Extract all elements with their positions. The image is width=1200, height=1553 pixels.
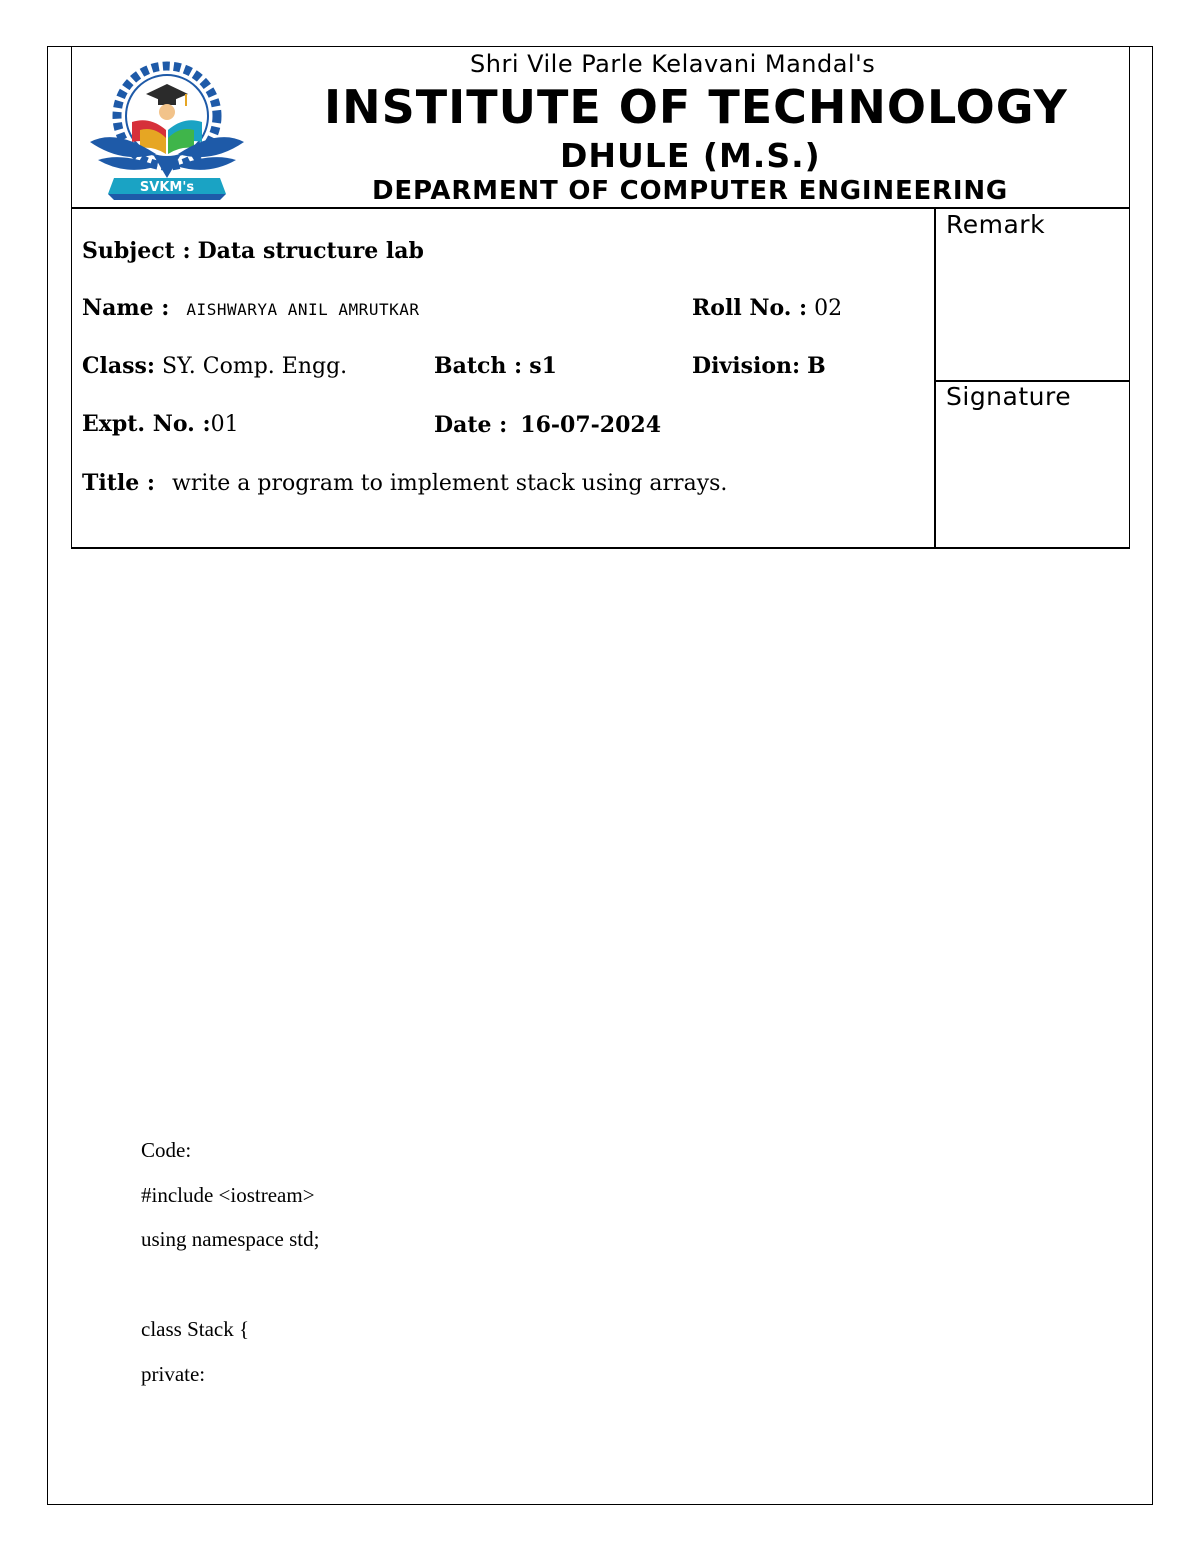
- expt-value: 01: [210, 412, 239, 437]
- signature-label: Signature: [946, 382, 1072, 411]
- name-label: Name :: [82, 295, 170, 321]
- form-bottom-divider: [71, 547, 1130, 549]
- date-field: [434, 412, 661, 438]
- code-heading: Code:: [141, 1138, 192, 1162]
- name-field: [82, 295, 419, 321]
- division-value: B: [807, 353, 826, 379]
- roll-label: Roll No. :: [692, 295, 808, 321]
- institute-logo: [86, 60, 248, 208]
- page-border: [47, 46, 1153, 1505]
- logo-banner-text: SVKM's: [139, 180, 195, 195]
- institute-city: DHULE (M.S.): [560, 136, 821, 175]
- class-label: Class:: [82, 353, 156, 379]
- form-right-border: [1129, 46, 1130, 549]
- batch-label: Batch :: [434, 353, 523, 379]
- remark-label: Remark: [946, 210, 1046, 239]
- roll-field: [692, 295, 842, 321]
- svkm-logo-icon: [86, 60, 248, 208]
- code-line: private:: [141, 1362, 206, 1386]
- class-value: SY. Comp. Engg.: [162, 354, 348, 379]
- division-label: Division:: [692, 353, 801, 379]
- title-label: Title :: [82, 470, 156, 496]
- subject-label: Subject :: [82, 238, 191, 264]
- code-line: #include <iostream>: [141, 1183, 315, 1207]
- expt-field: [82, 411, 239, 437]
- division-field: [692, 353, 826, 379]
- subject-value: Data structure lab: [197, 238, 424, 264]
- institute-name: INSTITUTE OF TECHNOLOGY: [324, 80, 1068, 134]
- expt-label: Expt. No. :: [82, 411, 211, 437]
- date-label: Date :: [434, 412, 508, 438]
- batch-field: [434, 353, 557, 379]
- class-field: [82, 353, 347, 379]
- title-value: write a program to implement stack using arrays.: [172, 471, 728, 496]
- name-value: AISHWARYA ANIL AMRUTKAR: [186, 300, 420, 319]
- form-left-border: [71, 46, 72, 549]
- roll-value: 02: [814, 296, 843, 321]
- society-name: Shri Vile Parle Kelavani Mandal's: [470, 50, 876, 78]
- date-value: 16-07-2024: [520, 412, 662, 438]
- title-field: [82, 470, 727, 496]
- subject-field: [82, 238, 424, 264]
- code-line: using namespace std;: [141, 1227, 320, 1251]
- department-name: DEPARMENT OF COMPUTER ENGINEERING: [372, 176, 1009, 206]
- side-column-divider: [934, 207, 936, 548]
- batch-value: s1: [529, 353, 557, 379]
- code-line: class Stack {: [141, 1317, 250, 1341]
